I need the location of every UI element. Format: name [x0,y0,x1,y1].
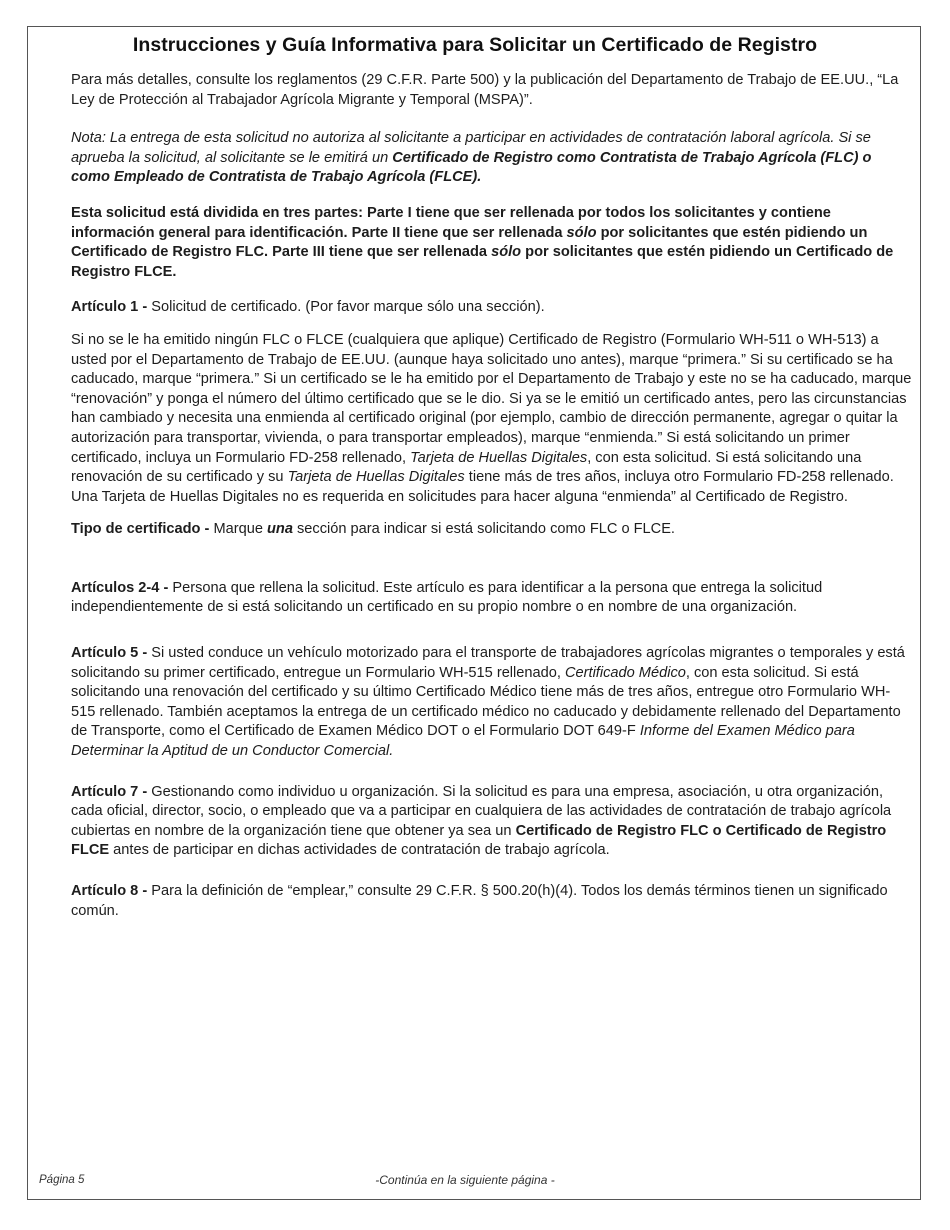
intro-paragraph: Para más detalles, consulte los reglamentos (29 C.F.R. Parte 500) y la publicación del Departamento de Trabajo de EE.UU., “La Ley de Protección al Trabajador Agrícola Migrante y Temporal (MSPA)”. [71,72,899,108]
parts-text-1: Esta solicitud está dividida en tres partes: Parte I tiene que ser rellenada por todos los solicitantes y contiene información general para identificación. Parte II tiene que ser rellenada [71,204,831,241]
tipo-text-2: sección para indicar si está solicitando como FLC o FLCE. [292,521,675,538]
articulo-5-label: Artículo 5 - [71,645,152,662]
parts-paragraph [71,204,913,282]
parts-emphasis-1: sólo [566,224,597,241]
instructions-body [71,71,913,921]
articulo-5-paragraph [71,644,913,762]
articulo-5-text-1: Si usted conduce un vehículo motorizado para el transporte de trabajadores agrícolas migrantes o temporales y está solicitando su primer certificado, entregue un Formulario WH-515 rellenado, [71,645,905,681]
articulo-8-text: Para la definición de “emplear,” consulte 29 C.F.R. § 500.20(h)(4). Todos los demás términos tienen un significado común. [71,883,888,919]
articulo-1-body-1: Si no se le ha emitido ningún FLC o FLCE (cualquiera que aplique) Certificado de Registro (Formulario WH-511 o WH-513) a usted por el Departamento de Trabajo de EE.UU. (aunque haya solicitado uno antes), marque “primera.” Si su certificado se ha caducado, marque “primera.” Si un certificado se le ha emitido por el Departamento de Trabajo y este no se ha caducado, marque “renovación” y ponga el número del último certificado que se le dio. Si ya se le emitió un certificado antes, pero las circunstancias han cambiado y necesita una enmienda al certificado original (por ejemplo, cambio de dirección permanente, agregar o quitar la autorización para transportar, vivienda, o para transportar empleados), marque “enmienda.” Si está solicitando un primer certificado, incluya un Formulario FD-258 rellenado, [71,331,912,466]
articulo-1-body-2: , con esta solicitud. Si está solicitando una renovación de su certificado y su [71,449,862,486]
continued-note: -Continúa en la siguiente página - [375,1173,555,1187]
articulo-5-emphasis-1: Certificado Médico [565,664,686,681]
articulo-7-bold: Certificado de Registro FLC o Certificado de Registro FLCE [71,822,887,859]
articulo-7-label: Artículo 7 - [71,783,152,800]
articulos-2-4-text: Persona que rellena la solicitud. Este artículo es para identificar a la persona que entrega la solicitud independientemente de si está solicitando un certificado en su propio nombre o en nombre de una organización. [71,579,823,616]
note-text: Nota: La entrega de esta solicitud no autoriza al solicitante a participar en actividades de contratación laboral agrícola. Si se aprueba la solicitud, al solicitante se le emitirá un [71,130,871,166]
tipo-certificado-paragraph [71,520,913,540]
articulo-7-text-2: antes de participar en dichas actividades de contratación de trabajo agrícola. [109,842,610,859]
articulo-1-label: Artículo 1 - [71,299,152,316]
articulo-8-paragraph [71,882,913,921]
articulos-2-4-label: Artículos 2-4 - [71,579,173,596]
parts-text-3: por solicitantes que estén pidiendo un Certificado de Registro FLCE. [71,244,894,280]
tipo-label: Tipo de certificado - [71,521,214,538]
articulo-7-paragraph [71,783,913,861]
articulo-1-body-em-2: Tarjeta de Huellas Digitales [287,469,465,486]
articulo-5-emphasis-2: Informe del Examen Médico para Determinar la Aptitud de un Conductor Comercial. [71,723,855,760]
articulo-5-text-2: , con esta solicitud. Si está solicitando una renovación del certificado y su último Certificado Médico tiene más de tres años, entregue otro Formulario WH-515 rellenado. También aceptamos la entrega de un certificado médico no caducado y debidamente rellenado del Departamento de Transporte, como el Certificado de Examen Médico DOT o el Formulario DOT 649-F [71,664,901,740]
parts-emphasis-2: sólo [491,244,522,261]
articulo-1-body [71,331,913,507]
articulo-1-heading [71,298,913,318]
tipo-emphasis: una [267,521,293,538]
articulo-1-body-3: tiene más de tres años, incluya otro Formulario FD-258 rellenado. Una Tarjeta de Huellas Digitales no es requerida en solicitudes para hacer alguna “enmienda” al Certificado de Registro. [71,469,894,505]
page-number: Página 5 [39,1174,85,1186]
articulos-2-4-paragraph [71,579,913,618]
page-title: Instrucciones y Guía Informativa para Solicitar un Certificado de Registro [132,34,818,56]
articulo-7-text-1: Gestionando como individuo u organización. Si la solicitud es para una empresa, asociación, u otra organización, cada oficial, director, socio, o empleado que va a participar en cualquiera de las actividades de contratación de trabajo agrícola cubiertas en nombre de la organización tiene que obtener ya sea un [71,783,892,839]
parts-text-2: por solicitantes que estén pidiendo un Certificado de Registro FLC. Parte III tiene que ser rellenada [71,224,868,261]
tipo-text-1: Marque [213,521,267,538]
articulo-1-body-em-1: Tarjeta de Huellas Digitales [410,449,588,466]
articulo-1-text: Solicitud de certificado. (Por favor marque sólo una sección). [151,299,545,316]
note-bold: Certificado de Registro como Contratista de Trabajo Agrícola (FLC) o como Empleado de Contratista de Trabajo Agrícola (FLCE). [71,149,872,186]
articulo-8-label: Artículo 8 - [71,883,152,899]
note-paragraph [71,129,913,188]
